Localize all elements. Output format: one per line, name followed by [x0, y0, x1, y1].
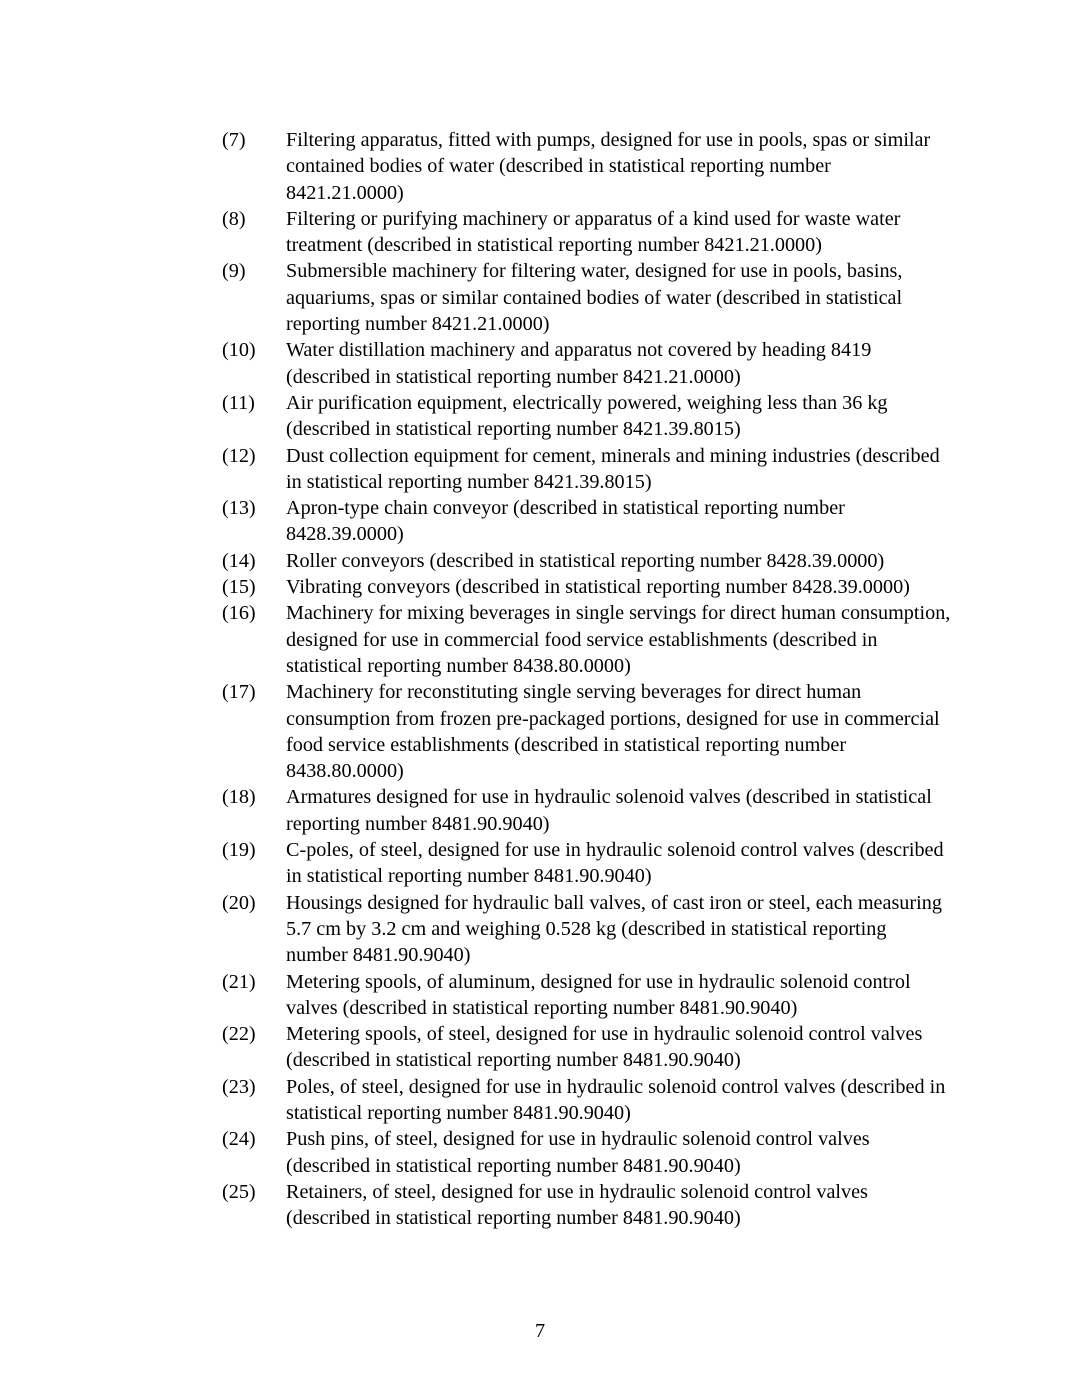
- item-number: (15): [222, 576, 256, 599]
- item-text: Apron-type chain conveyor (described in statistical reporting number 8428.39.0000): [286, 497, 845, 546]
- item-number: (16): [222, 602, 256, 625]
- item-number: (19): [222, 839, 256, 862]
- item-number: (7): [222, 129, 246, 151]
- item-text: Filtering apparatus, fitted with pumps, designed for use in pools, spas or similar contained bodies of water (described in statistical reporting number 8421.21.0000): [286, 129, 931, 204]
- item-number: (14): [222, 549, 256, 572]
- list-item: [222, 548, 952, 574]
- item-number: (8): [222, 207, 246, 230]
- item-text: Dust collection equipment for cement, minerals and mining industries (described in statistical reporting number 8421.39.8015): [286, 444, 940, 493]
- item-number: (12): [222, 444, 256, 467]
- item-text: Retainers, of steel, designed for use in hydraulic solenoid control valves (described in statistical reporting number 8481.90.9040): [286, 1180, 868, 1230]
- item-text: Air purification equipment, electrically powered, weighing less than 36 kg (described in statistical reporting number 8421.39.8015): [286, 391, 888, 441]
- list-item: [222, 679, 952, 784]
- list-item: [222, 600, 952, 679]
- item-text: C-poles, of steel, designed for use in hydraulic solenoid control valves (described in statistical reporting number 8481.90.9040): [286, 839, 944, 888]
- item-text: Poles, of steel, designed for use in hydraulic solenoid control valves (described in statistical reporting number 8481.90.9040): [286, 1075, 946, 1124]
- list-item: [222, 206, 952, 259]
- list-item: [222, 127, 952, 206]
- item-text: Metering spools, of steel, designed for use in hydraulic solenoid control valves (described in statistical reporting number 8481.90.9040): [286, 1023, 923, 1072]
- page-number: 7: [534, 1320, 546, 1342]
- list-item: [222, 890, 952, 969]
- item-number: (20): [222, 891, 256, 914]
- list-item: [222, 969, 952, 1022]
- list-item: [222, 337, 952, 390]
- list-item: [222, 495, 952, 548]
- list-item: [222, 574, 952, 600]
- item-text: Metering spools, of aluminum, designed for use in hydraulic solenoid control valves (described in statistical reporting number 8481.90.9040): [286, 970, 911, 1019]
- item-text: Push pins, of steel, designed for use in hydraulic solenoid control valves (described in statistical reporting number 8481.90.9040): [286, 1128, 870, 1177]
- item-text: Housings designed for hydraulic ball valves, of cast iron or steel, each measuring 5.7 cm by 3.2 cm and weighing 0.528 kg (described in statistical reporting number 8481.90.9040): [286, 891, 942, 967]
- item-list: [222, 127, 952, 1231]
- list-item: [222, 837, 952, 890]
- list-item: [222, 1021, 952, 1074]
- item-number: (10): [222, 339, 256, 362]
- item-text: Machinery for reconstituting single serving beverages for direct human consumption from frozen pre-packaged portions, designed for use in commercial food service establishments (described in statistical reporting number 8438.80.0000): [286, 681, 940, 783]
- item-number: (25): [222, 1180, 256, 1203]
- list-item: [222, 1126, 952, 1179]
- item-number: (18): [222, 786, 256, 809]
- list-item: [222, 784, 952, 837]
- list-item: [222, 1179, 952, 1232]
- item-text: Roller conveyors (described in statistical reporting number 8428.39.0000): [286, 549, 885, 572]
- list-item: [222, 443, 952, 496]
- item-number: (24): [222, 1128, 256, 1151]
- item-text: Water distillation machinery and apparatus not covered by heading 8419 (described in statistical reporting number 8421.21.0000): [286, 339, 872, 388]
- item-number: (17): [222, 681, 256, 704]
- list-item: [222, 258, 952, 337]
- list-item: [222, 390, 952, 443]
- item-number: (13): [222, 497, 256, 520]
- item-number: (21): [222, 970, 256, 993]
- item-text: Vibrating conveyors (described in statistical reporting number 8428.39.0000): [286, 576, 910, 599]
- item-number: (23): [222, 1075, 256, 1098]
- item-number: (9): [222, 260, 246, 283]
- item-number: (22): [222, 1023, 256, 1046]
- item-text: Machinery for mixing beverages in single servings for direct human consumption, designed for use in commercial food service establishments (described in statistical reporting number 8438.80.0000): [286, 602, 951, 677]
- item-text: Submersible machinery for filtering water, designed for use in pools, basins, aquariums, spas or similar contained bodies of water (described in statistical reporting number 8421.21.0000): [286, 260, 903, 336]
- list-item: [222, 1074, 952, 1127]
- item-text: Filtering or purifying machinery or apparatus of a kind used for waste water treatment (described in statistical reporting number 8421.21.0000): [286, 207, 901, 257]
- item-text: Armatures designed for use in hydraulic solenoid valves (described in statistical reporting number 8481.90.9040): [286, 786, 932, 835]
- item-number: (11): [222, 391, 255, 414]
